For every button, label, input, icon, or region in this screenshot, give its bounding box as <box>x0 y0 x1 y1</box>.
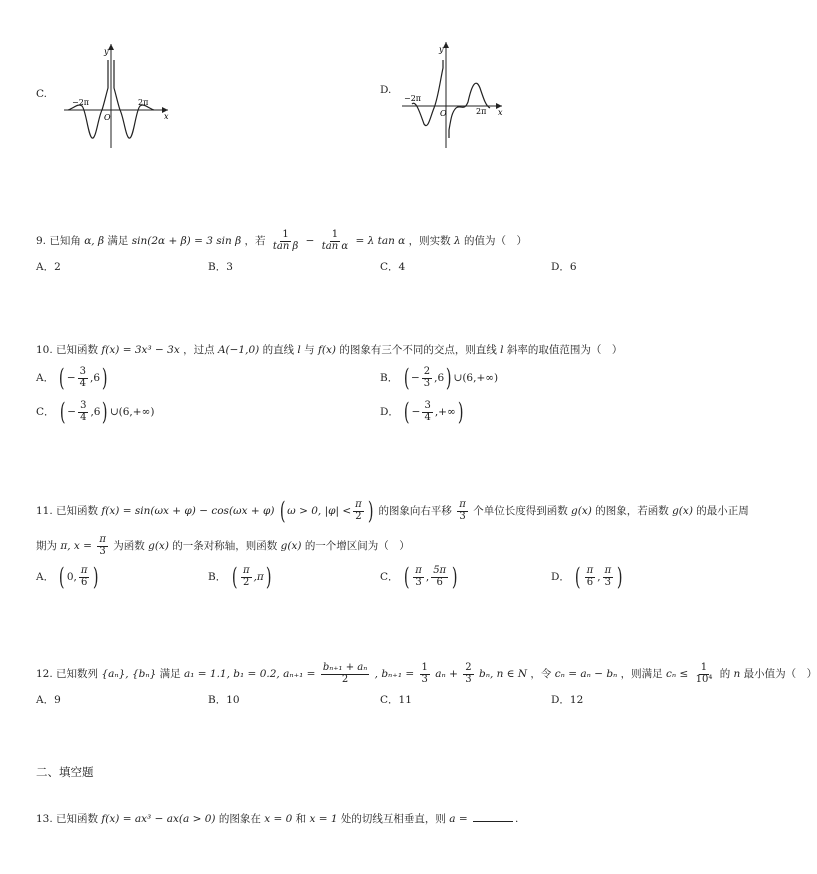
axis-x-label-d: x <box>498 108 503 117</box>
section-heading: 二、填空题 <box>36 765 94 779</box>
q9-number: 9. <box>36 235 47 247</box>
axis-x-label: x <box>164 112 169 121</box>
question-11-line2: 期为 π, x = $\frac{\pi}{3}$ 为函数 g(x) 的一条对称轴，则函数 g(x) 的一个增区间为（ ） <box>36 534 410 557</box>
q9-vars: α, β <box>84 235 105 247</box>
q12-option-c[interactable]: C．11 <box>380 694 412 706</box>
q12-option-a[interactable]: A．9 <box>36 694 61 706</box>
tick-pos-label-d: 2π <box>476 107 487 116</box>
q10-option-c[interactable]: C． ( − $\frac{3}{4}$ ,6 ) ∪(6,+∞) <box>36 398 155 426</box>
origin-label-d: O <box>440 109 447 118</box>
q11-option-a[interactable]: A． ( 0, $\frac{\pi}{6}$ ) <box>36 563 99 591</box>
graph-d <box>398 38 508 152</box>
q11-option-b[interactable]: B． ( $\frac{\pi}{2}$ ,π ) <box>208 563 272 591</box>
q9-eq1: sin(2α + β) = 3 sin β <box>131 235 242 247</box>
question-12: 12. 已知数列 {aₙ}, {bₙ} 满足 a₁ = 1.1, b₁ = 0.2, aₙ₊₁ = $\frac{\text{bₙ₊₁ + aₙ}}{2}$ , bₙ₊₁ = $\frac{1}{3}$ aₙ + $\frac{2}{3}$ bₙ, n ∈ N ，令 cₙ = aₙ − bₙ ，则满足 cₙ ≤ $\frac{1}{\text{10⁴}}$ 的 n 最小值为（ ） <box>36 662 817 685</box>
tick-neg-label: −2π <box>72 98 90 107</box>
q11-option-d[interactable]: D． ( $\frac{\pi}{6}$ , $\frac{\pi}{3}$ ) <box>551 563 623 591</box>
q12-option-d[interactable]: D．12 <box>551 694 584 706</box>
q9-option-b[interactable]: B．3 <box>208 261 233 273</box>
q9-option-c[interactable]: C．4 <box>380 261 406 273</box>
tick-pos-label: 2π <box>138 98 149 107</box>
option-d-label: D. <box>380 84 392 96</box>
origin-label: O <box>104 113 111 122</box>
q10-option-d[interactable]: D． ( − $\frac{3}{4}$ ,+∞ ) <box>380 398 464 426</box>
axis-y-label-d: y <box>439 45 444 54</box>
q10-option-b[interactable]: B． ( − $\frac{2}{3}$ ,6 ) ∪(6,+∞) <box>380 364 499 392</box>
question-10: 10. 已知函数 f(x) = 3x³ − 3x ，过点 A(−1,0) 的直线 l 与 f(x) 的图象有三个不同的交点，则直线 l 斜率的取值范围为（ ） <box>36 344 623 356</box>
answer-blank[interactable] <box>473 812 513 822</box>
q12-option-b[interactable]: B．10 <box>208 694 240 706</box>
q9-option-a[interactable]: A．2 <box>36 261 61 273</box>
question-9: 9. 已知角 α, β 满足 sin(2α + β) = 3 sin β ，若 $\frac{1}{\text{tan β}}$ − $\frac{1}{\text{tan α}}$ = λ tan α ，则实数 λ 的值为（ ） <box>36 229 527 252</box>
tick-neg-label-d: −2π <box>404 94 422 103</box>
q9-text: 已知角 <box>49 235 81 247</box>
q11-option-c[interactable]: C． ( $\frac{\pi}{3}$ , $\frac{5\pi}{6}$ ) <box>380 563 458 591</box>
option-c-label: C. <box>36 88 47 100</box>
q10-option-a[interactable]: A． ( − $\frac{3}{4}$ ,6 ) <box>36 364 108 392</box>
graph-c <box>60 40 180 152</box>
q9-option-d[interactable]: D．6 <box>551 261 577 273</box>
axis-y-label: y <box>104 47 109 56</box>
question-13: 13. 已知函数 f(x) = ax³ − ax(a > 0) 的图象在 x = 0 和 x = 1 处的切线互相垂直，则 a = . <box>36 813 519 825</box>
question-11: 11. 已知函数 f(x) = sin(ωx + φ) − cos(ωx + φ) ( ω > 0, |φ| < $\frac{\pi}{2}$ ) 的图象向右平移 $\frac{\pi}{3}$ 个单位长度得到函数 g(x) 的图象，若函数 g(x) 的最小正周 <box>36 497 749 525</box>
